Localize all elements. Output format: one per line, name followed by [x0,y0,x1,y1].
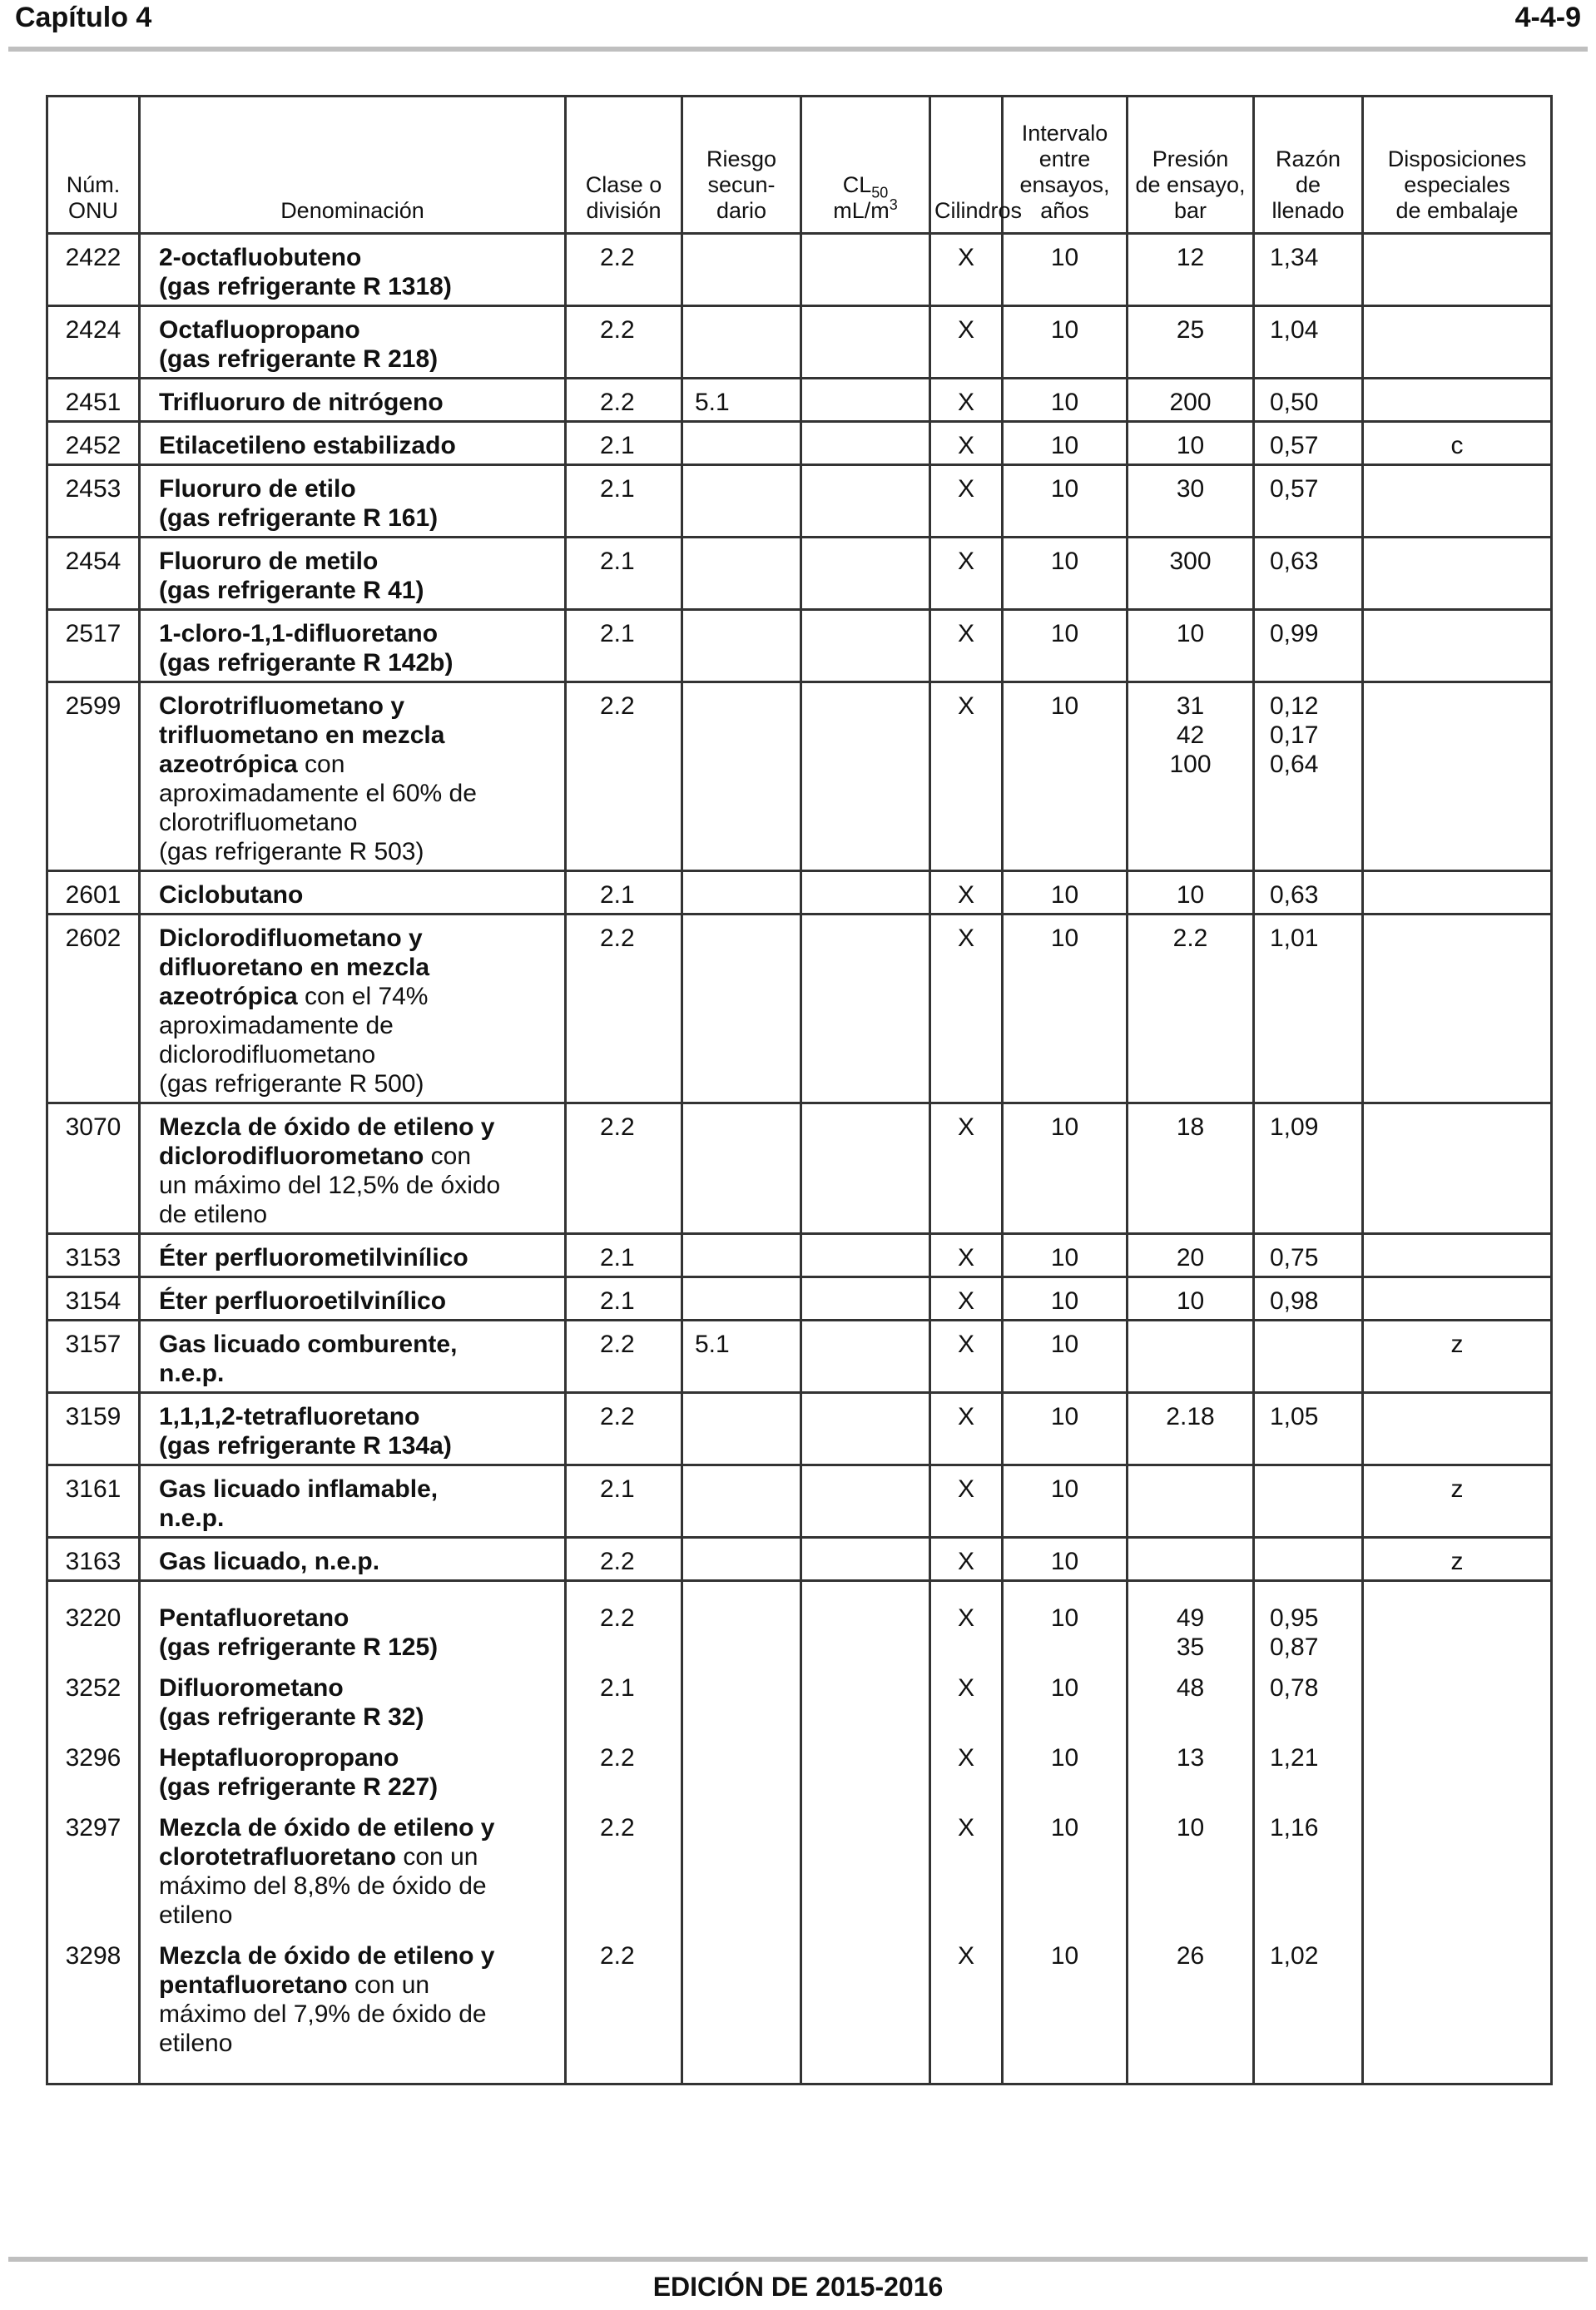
class-division: 2.2 [566,915,682,1103]
test-pressure: 300 [1128,538,1254,610]
class-division: 2.1 [566,422,682,465]
filling-ratio: 1,16 [1254,1805,1363,1933]
cylinders-mark: X [930,1933,1003,2084]
filling-ratio: 0,57 [1254,422,1363,465]
special-provisions [1363,1665,1552,1735]
substance-name-bold: Fluoruro de etilo (gas refrigerante R 161) [159,475,439,532]
substance-name-bold: Gas licuado inflamable, n.e.p. [159,1475,439,1532]
cylinders-mark: X [930,1321,1003,1393]
onu-number: 2452 [47,422,140,465]
table-header-row [47,97,1552,234]
filling-ratio: 1,05 [1254,1393,1363,1465]
onu-number: 3296 [47,1735,140,1805]
substance-name [140,871,566,915]
secondary-risk [682,1735,801,1805]
substance-name-bold: 1-cloro-1,1-difluoretano (gas refrigerante R 142b) [159,620,454,677]
substance-name-bold: Etilacetileno estabilizado [159,432,456,459]
test-interval: 10 [1003,682,1128,871]
onu-number: 3154 [47,1277,140,1321]
substance-name-bold: Gas licuado comburente, n.e.p. [159,1331,458,1387]
table-row [47,610,1552,682]
class-division: 2.2 [566,1321,682,1393]
substance-name [140,379,566,422]
special-provisions [1363,1234,1552,1277]
table-row [47,1103,1552,1234]
lc50-value [801,1103,930,1234]
class-division: 2.2 [566,1805,682,1933]
lc50-value [801,1805,930,1933]
substance-name [140,1277,566,1321]
substance-name-bold: Heptafluoropropano (gas refrigerante R 227) [159,1744,439,1801]
test-pressure: 2.2 [1128,915,1254,1103]
test-interval: 10 [1003,1103,1128,1234]
filling-ratio: 1,01 [1254,915,1363,1103]
substance-name [140,1234,566,1277]
table-row [47,1234,1552,1277]
substance-name-bold: Fluoruro de metilo (gas refrigerante R 41) [159,548,424,604]
cylinders-mark: X [930,1735,1003,1805]
secondary-risk [682,915,801,1103]
cylinders-mark: X [930,1538,1003,1581]
filling-ratio: 0,95 0,87 [1254,1581,1363,1666]
test-pressure: 49 35 [1128,1581,1254,1666]
special-provisions [1363,379,1552,422]
table-row [47,915,1552,1103]
substance-name-bold: 1,1,1,2-tetrafluoretano (gas refrigerante R 134a) [159,1403,452,1460]
table-row [47,1735,1552,1805]
onu-number: 2451 [47,379,140,422]
test-interval: 10 [1003,1735,1128,1805]
secondary-risk [682,1805,801,1933]
test-interval: 10 [1003,1805,1128,1933]
test-interval: 10 [1003,538,1128,610]
test-pressure: 12 [1128,234,1254,306]
substance-name [140,1665,566,1735]
class-division: 2.2 [566,1103,682,1234]
class-division: 2.1 [566,871,682,915]
table-row [47,422,1552,465]
secondary-risk [682,682,801,871]
cylinders-mark: X [930,610,1003,682]
special-provisions [1363,1277,1552,1321]
special-provisions [1363,538,1552,610]
test-interval: 10 [1003,234,1128,306]
filling-ratio: 1,34 [1254,234,1363,306]
onu-number: 3297 [47,1805,140,1933]
substance-name [140,610,566,682]
lc50-value [801,871,930,915]
footer-rule [8,2257,1588,2262]
gas-table [46,95,1553,2085]
lc50-value [801,1465,930,1538]
onu-number: 3220 [47,1581,140,1666]
class-division: 2.2 [566,1933,682,2084]
filling-ratio [1254,1321,1363,1393]
onu-number: 3159 [47,1393,140,1465]
substance-name-bold: Éter perfluoroetilvinílico [159,1287,447,1315]
class-division: 2.2 [566,306,682,379]
onu-number: 2602 [47,915,140,1103]
secondary-risk [682,1538,801,1581]
cylinders-mark: X [930,538,1003,610]
test-interval: 10 [1003,379,1128,422]
substance-name-bold: Diclorodifluometano y difluoretano en mezcla azeotrópica [159,924,430,1010]
test-interval: 10 [1003,1933,1128,2084]
substance-name-bold: 2-octafluobuteno (gas refrigerante R 1318) [159,244,452,300]
test-pressure: 2.18 [1128,1393,1254,1465]
table-row [47,538,1552,610]
test-interval: 10 [1003,1393,1128,1465]
col-header-name: Denominación [140,97,566,234]
substance-name-bold: Difluorometano (gas refrigerante R 32) [159,1674,424,1731]
substance-name [140,306,566,379]
test-interval: 10 [1003,1321,1128,1393]
secondary-risk [682,465,801,538]
onu-number: 3153 [47,1234,140,1277]
chapter-title: Capítulo 4 [15,2,152,33]
secondary-risk [682,306,801,379]
onu-number: 2422 [47,234,140,306]
test-interval: 10 [1003,1665,1128,1735]
class-division: 2.1 [566,1234,682,1277]
substance-name [140,1321,566,1393]
test-pressure: 200 [1128,379,1254,422]
substance-name [140,1465,566,1538]
col-header-secondary: Riesgo secun- dario [682,97,801,234]
test-pressure: 48 [1128,1665,1254,1735]
secondary-risk [682,1665,801,1735]
class-division: 2.2 [566,379,682,422]
class-division: 2.1 [566,610,682,682]
test-interval: 10 [1003,306,1128,379]
cylinders-mark: X [930,379,1003,422]
table-row [47,871,1552,915]
lc50-value [801,682,930,871]
filling-ratio: 0,75 [1254,1234,1363,1277]
class-division: 2.1 [566,1465,682,1538]
test-pressure: 18 [1128,1103,1254,1234]
class-division: 2.2 [566,1538,682,1581]
onu-number: 2453 [47,465,140,538]
filling-ratio: 0,50 [1254,379,1363,422]
secondary-risk [682,1277,801,1321]
edition-footer: EDICIÓN DE 2015-2016 [652,2272,944,2302]
onu-number: 3161 [47,1465,140,1538]
col-header-fill: Razón de llenado [1254,97,1363,234]
lc50-value [801,1277,930,1321]
substance-name [140,1538,566,1581]
substance-name-bold: Pentafluoretano (gas refrigerante R 125) [159,1604,439,1661]
table-row [47,234,1552,306]
substance-name [140,1103,566,1234]
col-header-pressure: Presión de ensayo, bar [1128,97,1254,234]
secondary-risk [682,1465,801,1538]
test-interval: 10 [1003,1465,1128,1538]
substance-name-bold: Mezcla de óxido de etileno y diclorodifluorometano [159,1113,495,1170]
lc50-value [801,1933,930,2084]
test-interval: 10 [1003,1234,1128,1277]
test-pressure [1128,1465,1254,1538]
lc50-value [801,1321,930,1393]
test-interval: 10 [1003,1581,1128,1666]
test-pressure: 10 [1128,422,1254,465]
class-division: 2.1 [566,538,682,610]
lc50-value [801,1735,930,1805]
substance-name [140,538,566,610]
cylinders-mark: X [930,1665,1003,1735]
substance-name [140,1805,566,1933]
onu-number: 3252 [47,1665,140,1735]
onu-number: 2517 [47,610,140,682]
substance-name [140,682,566,871]
substance-name-detail: con un máximo del 7,9% de óxido de etileno [159,1971,487,2057]
class-division: 2.1 [566,1277,682,1321]
filling-ratio: 0,78 [1254,1665,1363,1735]
substance-name [140,1735,566,1805]
header-rule [8,47,1588,52]
cylinders-mark: X [930,1805,1003,1933]
substance-name-detail: con un máximo del 12,5% de óxido de etileno [159,1143,501,1228]
substance-name [140,465,566,538]
substance-name-bold: Mezcla de óxido de etileno y pentafluoretano [159,1942,495,1999]
col-header-class: Clase o división [566,97,682,234]
table-row [47,1538,1552,1581]
onu-number: 2454 [47,538,140,610]
lc50-value [801,610,930,682]
class-division: 2.2 [566,234,682,306]
special-provisions [1363,682,1552,871]
lc50-value [801,379,930,422]
filling-ratio: 1,02 [1254,1933,1363,2084]
lc50-value [801,1393,930,1465]
table-row [47,1933,1552,2084]
secondary-risk [682,1581,801,1666]
test-pressure: 20 [1128,1234,1254,1277]
special-provisions: z [1363,1538,1552,1581]
filling-ratio: 0,99 [1254,610,1363,682]
col-header-provisions: Disposiciones especiales de embalaje [1363,97,1552,234]
filling-ratio: 1,21 [1254,1735,1363,1805]
onu-number: 3070 [47,1103,140,1234]
test-pressure: 13 [1128,1735,1254,1805]
test-pressure: 25 [1128,306,1254,379]
lc50-value [801,1234,930,1277]
secondary-risk [682,538,801,610]
table-row [47,465,1552,538]
class-division: 2.2 [566,1393,682,1465]
table-row [47,379,1552,422]
lc50-value [801,306,930,379]
lc50-value [801,1665,930,1735]
test-interval: 10 [1003,915,1128,1103]
filling-ratio: 0,63 [1254,871,1363,915]
filling-ratio: 1,04 [1254,306,1363,379]
secondary-risk [682,1393,801,1465]
test-interval: 10 [1003,1277,1128,1321]
secondary-risk [682,234,801,306]
test-pressure: 10 [1128,1805,1254,1933]
cylinders-mark: X [930,915,1003,1103]
substance-name [140,234,566,306]
secondary-risk [682,422,801,465]
secondary-risk [682,1103,801,1234]
cylinders-mark: X [930,422,1003,465]
test-pressure: 10 [1128,1277,1254,1321]
table-row [47,1805,1552,1933]
col-header-cylinders: Cilindros [930,97,1003,234]
substance-name [140,1393,566,1465]
secondary-risk: 5.1 [682,379,801,422]
special-provisions [1363,915,1552,1103]
class-division: 2.1 [566,1665,682,1735]
class-division: 2.2 [566,1581,682,1666]
special-provisions [1363,1933,1552,2084]
cylinders-mark: X [930,682,1003,871]
special-provisions [1363,306,1552,379]
special-provisions [1363,610,1552,682]
cylinders-mark: X [930,1393,1003,1465]
filling-ratio: 0,57 [1254,465,1363,538]
substance-name [140,1933,566,2084]
secondary-risk [682,610,801,682]
test-pressure: 10 [1128,610,1254,682]
substance-name-detail: con el 74% aproximadamente de diclorodifluometano (gas refrigerante R 500) [159,983,429,1098]
special-provisions [1363,1805,1552,1933]
filling-ratio: 0,12 0,17 0,64 [1254,682,1363,871]
table-row [47,1393,1552,1465]
table-row [47,1465,1552,1538]
cylinders-mark: X [930,1581,1003,1666]
filling-ratio: 1,09 [1254,1103,1363,1234]
test-pressure [1128,1538,1254,1581]
cylinders-mark: X [930,871,1003,915]
lc50-value [801,915,930,1103]
special-provisions [1363,871,1552,915]
test-interval: 10 [1003,465,1128,538]
lc50-value [801,422,930,465]
table-row [47,1665,1552,1735]
special-provisions: z [1363,1465,1552,1538]
lc50-value [801,234,930,306]
onu-number: 2599 [47,682,140,871]
test-interval: 10 [1003,610,1128,682]
table-row [47,306,1552,379]
col-header-lc50: $CL_{50}$ $mL/m^3$ [801,97,930,234]
table-row [47,1277,1552,1321]
cylinders-mark: X [930,1234,1003,1277]
col-header-onu: Núm. ONU [47,97,140,234]
onu-number: 3157 [47,1321,140,1393]
secondary-risk [682,1234,801,1277]
filling-ratio: 0,63 [1254,538,1363,610]
substance-name-detail: con aproximadamente el 60% de clorotrifluometano (gas refrigerante R 503) [159,751,477,865]
test-pressure: 30 [1128,465,1254,538]
filling-ratio [1254,1538,1363,1581]
onu-number: 3298 [47,1933,140,2084]
class-division: 2.2 [566,682,682,871]
class-division: 2.2 [566,1735,682,1805]
page-number: 4-4-9 [1514,2,1581,33]
special-provisions [1363,465,1552,538]
lc50-value [801,1538,930,1581]
filling-ratio [1254,1465,1363,1538]
substance-name-detail: con un máximo del 8,8% de óxido de etileno [159,1843,487,1929]
substance-name-bold: Clorotrifluometano y trifluometano en mezcla azeotrópica [159,692,445,778]
cylinders-mark: X [930,1277,1003,1321]
onu-number: 2424 [47,306,140,379]
special-provisions: c [1363,422,1552,465]
substance-name-bold: Octafluopropano (gas refrigerante R 218) [159,316,439,373]
lc50-value [801,1581,930,1666]
test-pressure: 26 [1128,1933,1254,2084]
secondary-risk [682,1933,801,2084]
substance-name-bold: Gas licuado, n.e.p. [159,1548,380,1575]
secondary-risk: 5.1 [682,1321,801,1393]
special-provisions [1363,234,1552,306]
substance-name-bold: Éter perfluorometilvinílico [159,1244,468,1271]
class-division: 2.1 [566,465,682,538]
substance-name-bold: Ciclobutano [159,881,304,909]
test-interval: 10 [1003,422,1128,465]
substance-name-bold: Trifluoruro de nitrógeno [159,389,444,416]
filling-ratio: 0,98 [1254,1277,1363,1321]
special-provisions [1363,1735,1552,1805]
table-row [47,1321,1552,1393]
cylinders-mark: X [930,306,1003,379]
test-interval: 10 [1003,1538,1128,1581]
cylinders-mark: X [930,465,1003,538]
test-pressure: 10 [1128,871,1254,915]
lc50-value [801,465,930,538]
test-pressure: 31 42 100 [1128,682,1254,871]
substance-name [140,915,566,1103]
test-interval: 10 [1003,871,1128,915]
table-row [47,1581,1552,1666]
special-provisions [1363,1393,1552,1465]
special-provisions [1363,1103,1552,1234]
cylinders-mark: X [930,1465,1003,1538]
onu-number: 2601 [47,871,140,915]
substance-name [140,1581,566,1666]
substance-name-bold: Mezcla de óxido de etileno y clorotetrafluoretano [159,1814,495,1871]
cylinders-mark: X [930,234,1003,306]
onu-number: 3163 [47,1538,140,1581]
secondary-risk [682,871,801,915]
substance-name [140,422,566,465]
special-provisions: z [1363,1321,1552,1393]
lc50-value [801,538,930,610]
table-row [47,682,1552,871]
test-pressure [1128,1321,1254,1393]
cylinders-mark: X [930,1103,1003,1234]
col-header-interval: Intervalo entre ensayos, años [1003,97,1128,234]
special-provisions [1363,1581,1552,1666]
